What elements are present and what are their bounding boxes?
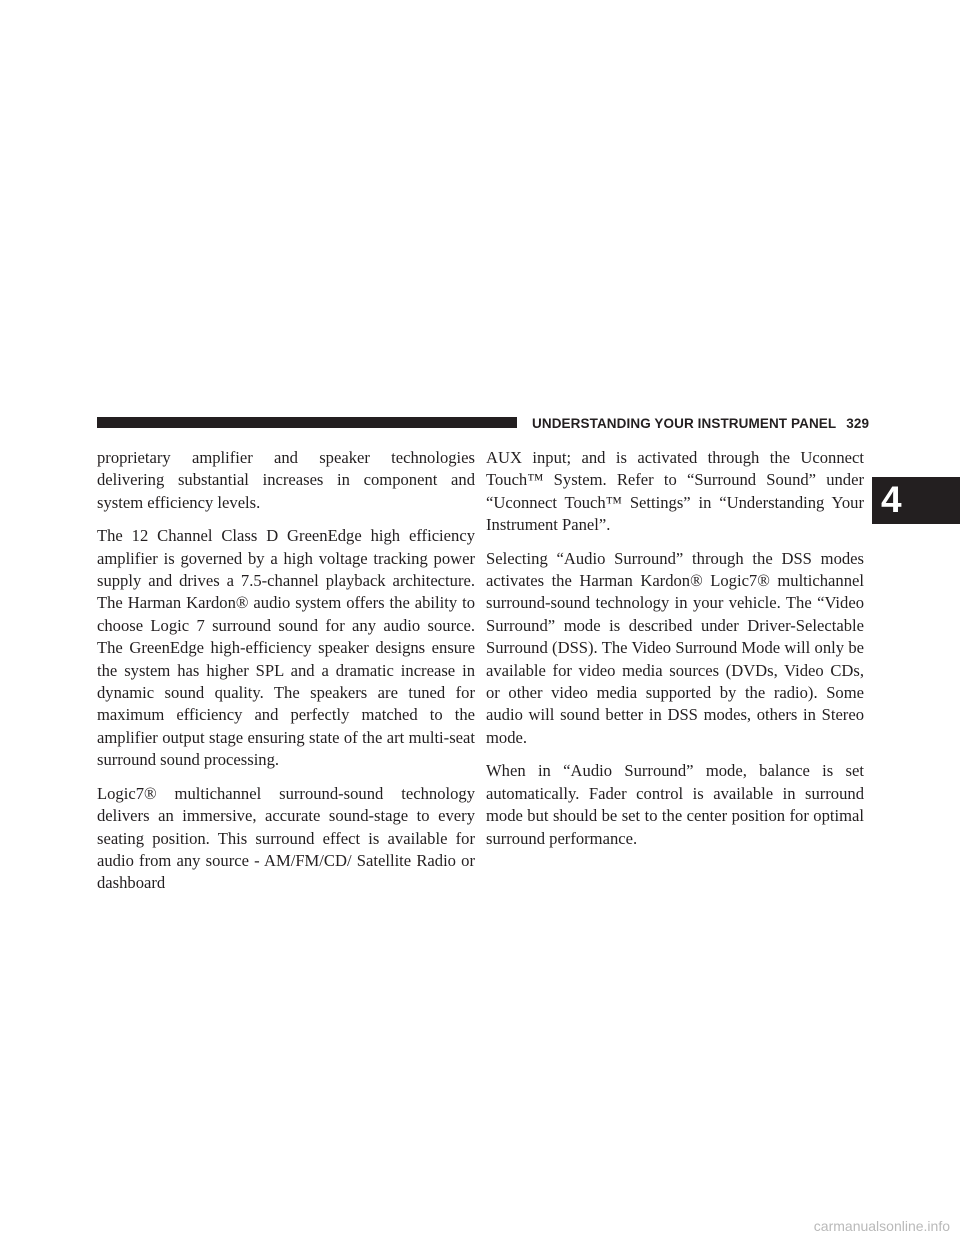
right-column — [486, 447, 864, 861]
paragraph: When in “Audio Surround” mode, balance is set automatically. Fader control is available in surround mode but should be set to the center position for optimal surround performance. — [486, 761, 864, 848]
left-column — [97, 447, 475, 906]
section-title: UNDERSTANDING YOUR INSTRUMENT PANEL — [532, 416, 837, 431]
paragraph: The 12 Channel Class D GreenEdge high efficiency amplifier is governed by a high voltage tracking power supply and drives a 7.5-channel playback architecture. The Harman Kardon® audio system offers the ability to choose Logic 7 surround sound for any audio source. The GreenEdge high-efficiency speaker designs ensure the system has higher SPL and a dramatic increase in dynamic sound quality. The speakers are tuned for maximum efficiency and perfectly matched to the amplifier output stage ensuring state of the art multi-seat surround sound processing. — [97, 526, 475, 770]
paragraph: proprietary amplifier and speaker technologies delivering substantial increases in component and system efficiency levels. — [97, 448, 475, 512]
running-header — [532, 416, 869, 432]
watermark-link[interactable]: carmanualsonline.info — [813, 1218, 950, 1234]
paragraph: Selecting “Audio Surround” through the DSS modes activates the Harman Kardon® Logic7® multichannel surround-sound technology in your vehicle. The “Video Surround” mode is described under Driver-Selectable Surround (DSS). The Video Surround Mode will only be available for video media sources (DVDs, Video CDs, or other video media supported by the radio). Some audio will sound better in DSS modes, others in Stereo mode. — [486, 548, 864, 747]
paragraph: AUX input; and is activated through the Uconnect Touch™ System. Refer to “Surround Sound” under “Uconnect Touch™ Settings” in “Understanding Your Instrument Panel”. — [486, 448, 864, 535]
chapter-tab — [872, 477, 960, 524]
header-rule — [97, 417, 517, 428]
paragraph: Logic7® multichannel surround-sound technology delivers an immersive, accurate sound-stage to every seating position. This surround effect is available for audio from any source - AM/FM/CD/ Satellite Radio or dashboard — [97, 783, 475, 893]
chapter-number: 4 — [881, 479, 902, 520]
page-number: 329 — [846, 416, 870, 431]
